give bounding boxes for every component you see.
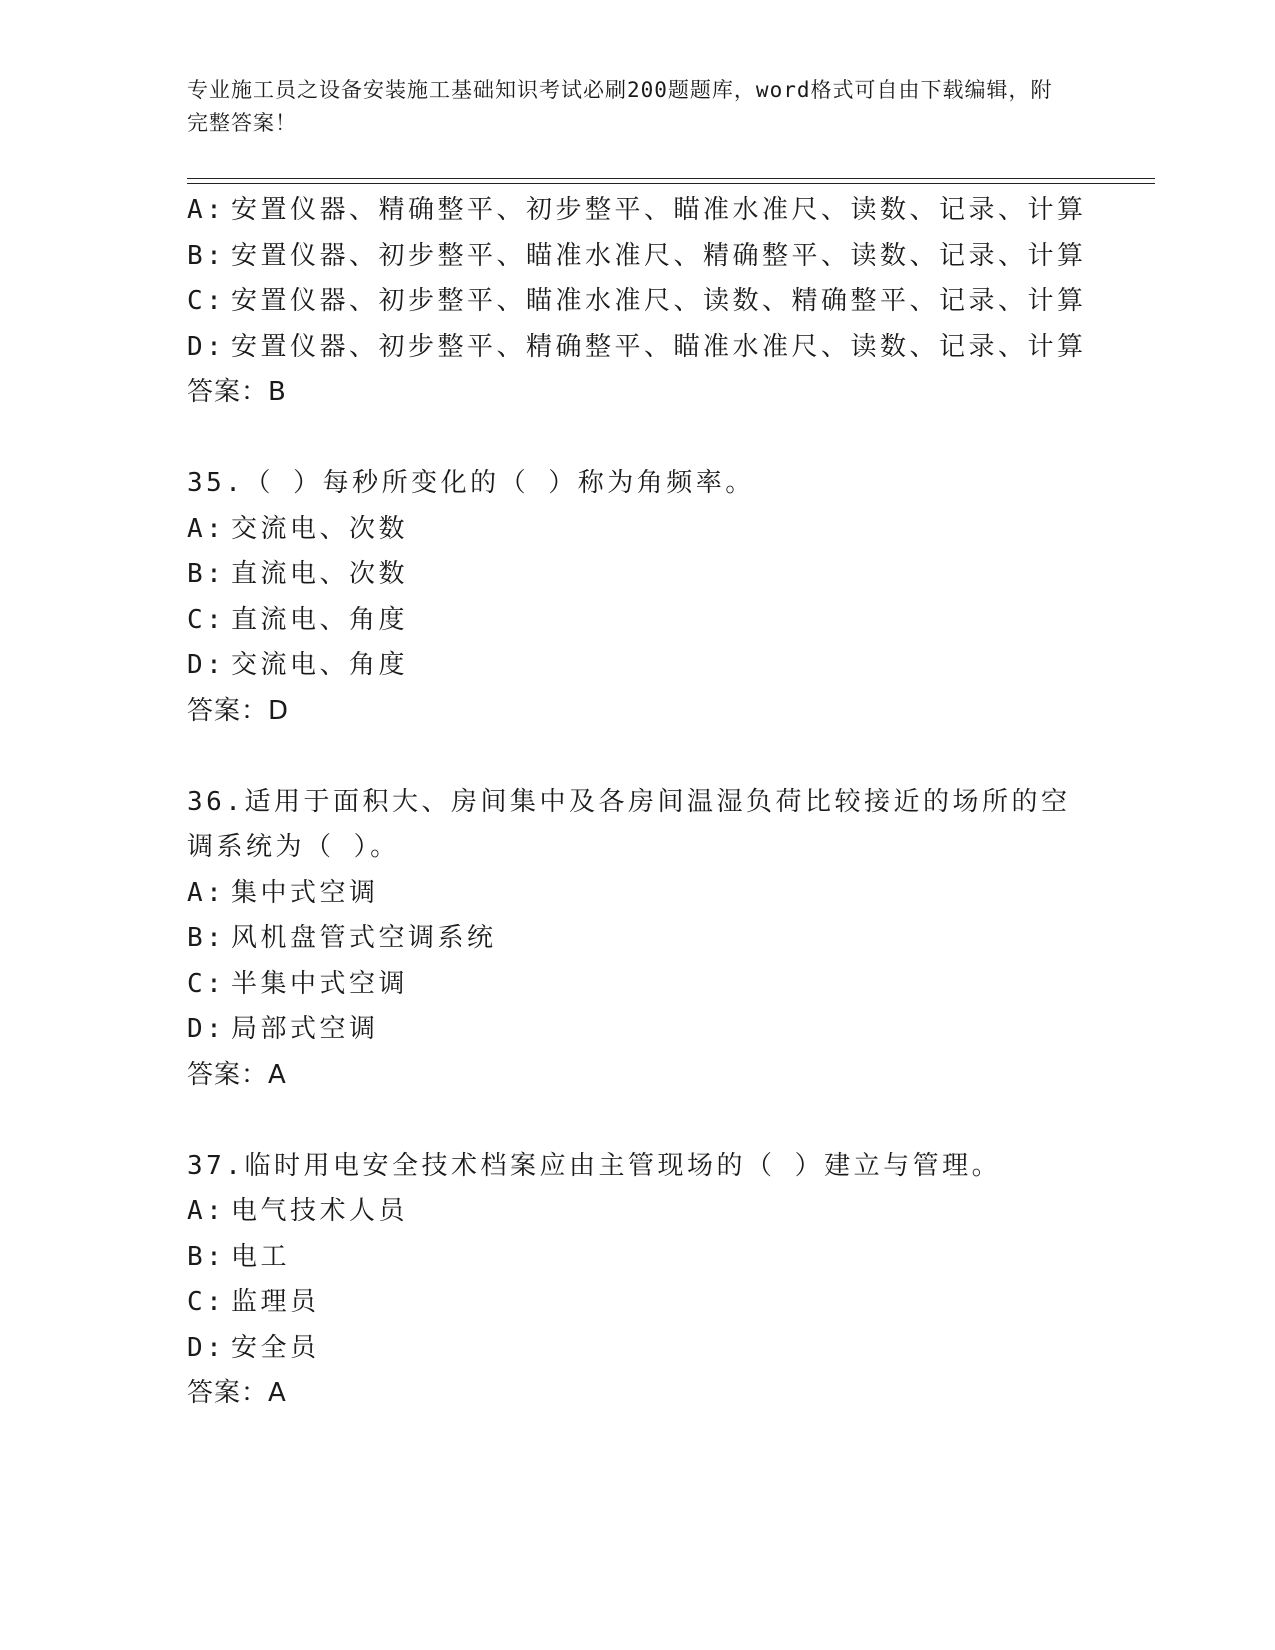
option-text: 风机盘管式空调系统 bbox=[231, 923, 497, 953]
option-text: 安置仪器、初步整平、精确整平、瞄准水准尺、读数、记录、计算 bbox=[231, 331, 1087, 362]
option-key: B: bbox=[187, 240, 226, 271]
option-a bbox=[187, 1189, 1087, 1235]
option-text: 安置仪器、初步整平、瞄准水准尺、精确整平、读数、记录、计算 bbox=[231, 240, 1087, 271]
option-b bbox=[187, 552, 1087, 598]
option-key: B: bbox=[187, 559, 226, 589]
option-text: 交流电、次数 bbox=[231, 513, 409, 544]
option-b bbox=[187, 916, 1087, 962]
option-text: 安全员 bbox=[231, 1332, 320, 1363]
option-key: B: bbox=[187, 923, 226, 953]
option-c bbox=[187, 598, 1087, 644]
option-a bbox=[187, 871, 1087, 917]
spacer bbox=[187, 1098, 1087, 1144]
option-key: C: bbox=[187, 1287, 226, 1317]
option-text: 安置仪器、精确整平、初步整平、瞄准水准尺、读数、记录、计算 bbox=[231, 195, 1087, 225]
question-block-34 bbox=[187, 188, 1087, 416]
question-stem: 36.适用于面积大、房间集中及各房间温湿负荷比较接近的场所的空调系统为（ ）。 bbox=[187, 786, 1071, 862]
answer-line: 答案：D bbox=[187, 695, 290, 726]
option-key: A: bbox=[187, 513, 226, 544]
question-list bbox=[187, 188, 1087, 1417]
option-d bbox=[187, 325, 1087, 371]
option-key: D: bbox=[187, 1332, 226, 1363]
option-c bbox=[187, 279, 1087, 325]
option-text: 半集中式空调 bbox=[231, 968, 409, 999]
option-text: 直流电、次数 bbox=[231, 559, 409, 589]
document-header: 专业施工员之设备安装施工基础知识考试必刷200题题库，word格式可自由下载编辑，附完整答案！ bbox=[187, 78, 1053, 135]
option-text: 电工 bbox=[231, 1241, 291, 1272]
answer-line: 答案：A bbox=[187, 1059, 287, 1090]
option-key: A: bbox=[187, 877, 226, 908]
option-key: D: bbox=[187, 331, 226, 362]
spacer bbox=[187, 416, 1087, 462]
option-b bbox=[187, 1235, 1087, 1281]
option-d bbox=[187, 1007, 1087, 1053]
header-rule-bottom bbox=[187, 183, 1155, 184]
option-text: 局部式空调 bbox=[231, 1014, 379, 1044]
option-d bbox=[187, 643, 1087, 689]
option-key: D: bbox=[187, 650, 226, 680]
option-key: D: bbox=[187, 1014, 226, 1044]
spacer bbox=[187, 734, 1087, 780]
question-block-35 bbox=[187, 461, 1087, 734]
option-key: A: bbox=[187, 1196, 226, 1226]
option-c bbox=[187, 1280, 1087, 1326]
question-block-37 bbox=[187, 1144, 1087, 1417]
option-key: A: bbox=[187, 195, 226, 225]
option-text: 安置仪器、初步整平、瞄准水准尺、读数、精确整平、记录、计算 bbox=[231, 286, 1087, 316]
option-text: 交流电、角度 bbox=[231, 650, 409, 680]
header-rule-top bbox=[187, 178, 1155, 179]
option-text: 集中式空调 bbox=[231, 877, 379, 908]
question-stem: 35.（ ）每秒所变化的（ ）称为角频率。 bbox=[187, 468, 755, 498]
option-d bbox=[187, 1326, 1087, 1372]
option-text: 电气技术人员 bbox=[231, 1196, 409, 1226]
option-b bbox=[187, 234, 1087, 280]
option-a bbox=[187, 507, 1087, 553]
answer-line: 答案：B bbox=[187, 377, 287, 407]
option-key: C: bbox=[187, 968, 226, 999]
option-a bbox=[187, 188, 1087, 234]
answer-line: 答案：A bbox=[187, 1378, 287, 1408]
question-stem: 37.临时用电安全技术档案应由主管现场的（ ）建立与管理。 bbox=[187, 1150, 1002, 1181]
option-text: 直流电、角度 bbox=[231, 604, 409, 635]
option-text: 监理员 bbox=[231, 1287, 320, 1317]
option-key: C: bbox=[187, 286, 226, 316]
option-key: B: bbox=[187, 1241, 226, 1272]
option-c bbox=[187, 962, 1087, 1008]
question-block-36 bbox=[187, 780, 1087, 1099]
option-key: C: bbox=[187, 604, 226, 635]
